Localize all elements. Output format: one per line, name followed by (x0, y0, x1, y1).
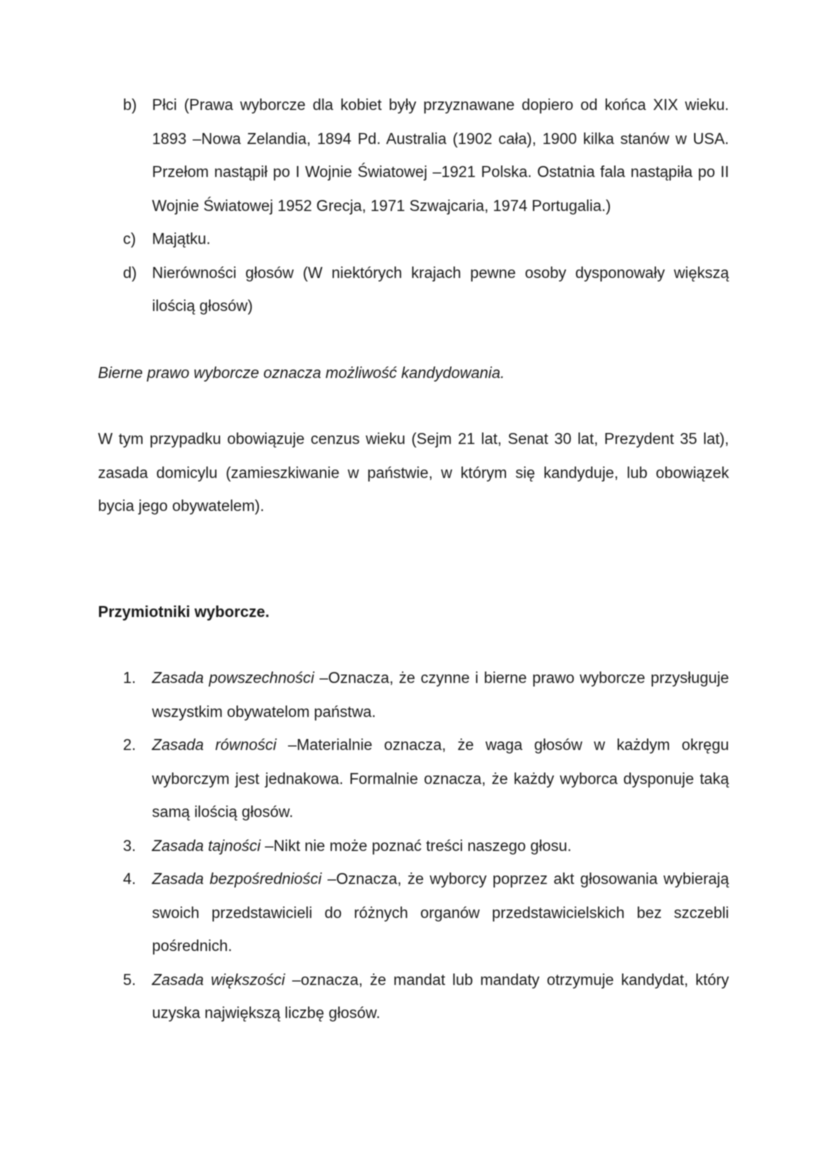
list-item-b (98, 89, 729, 223)
principle-name: Zasada tajności (152, 837, 261, 855)
list-item-c (98, 223, 729, 257)
list-marker-d: d) (123, 264, 137, 282)
numbered-item-2 (98, 729, 729, 830)
numbered-item-4-text (152, 863, 729, 964)
lettered-list (98, 89, 729, 324)
numbered-marker-5: 5. (123, 971, 136, 989)
numbered-marker-2: 2. (123, 737, 136, 754)
principle-name: Zasada większości (152, 971, 285, 989)
numbered-item-4 (98, 863, 729, 964)
numbered-item-1 (98, 662, 729, 729)
list-item-d-text: Nierówności głosów (W niektórych krajach pewne osoby dysponowały większą ilością głosów) (152, 264, 729, 315)
paragraph-passive-law: Bierne prawo wyborcze oznacza możliwość kandydowania. (98, 364, 505, 382)
list-marker-c: c) (123, 231, 136, 248)
numbered-item-5-text (152, 964, 729, 1031)
numbered-item-2-text (152, 729, 729, 830)
list-marker-b: b) (123, 97, 137, 114)
numbered-item-5 (98, 964, 729, 1031)
list-item-c-text: Majątku. (152, 231, 211, 248)
numbered-marker-3: 3. (123, 837, 136, 855)
list-item-d (98, 257, 729, 324)
paragraph-census: W tym przypadku obowiązuje cenzus wieku (Sejm 21 lat, Senat 30 lat, Prezydent 35 lat), zasada domicylu (zamieszkiwanie w państwie, w którym się kandyduje, lub obowiązek bycia jego obywatelem). (98, 431, 729, 515)
principle-description: –Nikt nie może poznać treści naszego głosu. (260, 837, 572, 855)
principle-description: –Oznacza, że czynne i bierne prawo wyborcze przysługuje wszystkim obywatelom państwa. (152, 670, 730, 721)
numbered-list (98, 662, 729, 1031)
heading-electoral-adjectives: Przymiotniki wyborcze. (98, 603, 270, 621)
principle-name: Zasada równości (152, 737, 277, 754)
numbered-item-3 (98, 830, 729, 864)
numbered-marker-4: 4. (123, 871, 136, 888)
list-item-b-text: Płci (Prawa wyborcze dla kobiet były przyznawane dopiero od końca XIX wieku. 1893 –Nowa Zelandia, 1894 Pd. Australia (1902 cała), 1900 kilka stanów w USA. Przełom nastąpił po I Wojnie Światowej –1921 Polska. Ostatnia fala nastąpiła po II Wojnie Światowej 1952 Grecja, 1971 Szwajcaria, 1974 Portugalia.) (152, 97, 729, 215)
numbered-item-3-text (152, 830, 729, 864)
principle-description: –Oznacza, że wyborcy poprzez akt głosowania wybierają swoich przedstawicieli do różnych organów przedstawicielskich bez szczebli pośrednich. (152, 871, 729, 955)
numbered-item-1-text (152, 662, 729, 729)
principle-description: –Materialnie oznacza, że waga głosów w każdym okręgu wyborczym jest jednakowa. Formalnie oznacza, że każdy wyborca dysponuje taką samą ilością głosów. (152, 737, 729, 821)
numbered-marker-1: 1. (123, 670, 136, 687)
principle-description: –oznacza, że mandat lub mandaty otrzymuje kandydat, który uzyska największą liczbę głosów. (152, 971, 730, 1022)
principle-name: Zasada powszechności (152, 670, 315, 687)
principle-name: Zasada bezpośredniości (152, 871, 322, 888)
